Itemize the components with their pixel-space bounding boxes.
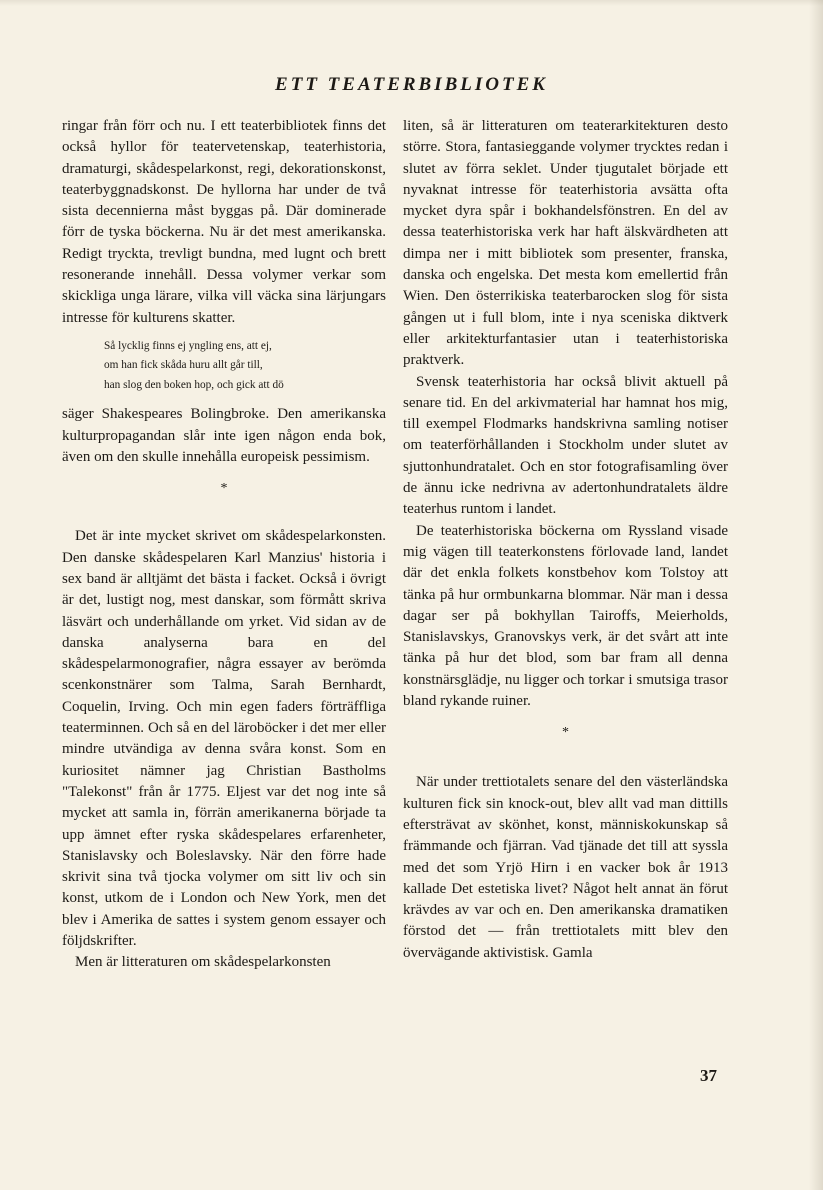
right-column [403, 116, 728, 964]
left-paragraph-2: säger Shakespeares Bolingbroke. Den amerikanska kulturpropagandan slår inte igen någon enda bok, även om den skulle innehålla europeisk pessimism. [62, 406, 386, 466]
page-number: 37 [700, 1066, 717, 1085]
left-paragraph-3: Det är inte mycket skrivet om skådespelarkonsten. Den danske skådespelaren Karl Manzius' historia i sex band är alltjämt det bästa i facket. Också i övrigt är det, lustigt nog, mest danskar, som förmått skriva läsvärt och underhållande om yrket. Vid sidan av de danska analyserna bara en del skådespelarmonografier, några essayer av berömda scenkonstnärer som Talma, Sarah Bernhardt, Coquelin, Irving. Och min egen faders förträffliga teaterminnen. Och så en del läroböcker i det mer eller mindre utvändiga av denna svåra konst. Som en kuriositet nämner jag Christian Bastholms "Talekonst" från år 1775. Eljest var det nog inte så mycket att samla in, förrän amerikanerna började ta upp ämnet efter ryska skådespelares erfarenheter, Stanislavsky och Boleslavsky. När den förre hade skrivit sina två tjocka volymer om sitt liv och sin konst, utkom de i London och New York, men det blev i Amerika de sattes i system genom essayer och följdskrifter. [62, 528, 386, 949]
right-paragraph-3: De teaterhistoriska böckerna om Ryssland visade mig vägen till teaterkonstens förlovade land, landet där det enkla folkets konstbehov kom Tolstoy att tänka på hur ormbunkarna blommar. När man i dessa dagar ser på bokhyllan Tairoffs, Meierholds, Stanislavskys, Granovskys verk, är det svårt att inte tänka på hur det blod, som bar fram all denna konstnärsglädje, nu ligger och torkar i smutsiga trasor bland rykande ruiner. [403, 522, 728, 710]
shakespeare-quote [104, 337, 386, 396]
running-header: ETT TEATERBIBLIOTEK [275, 74, 548, 95]
right-paragraph-1: liten, så är litteraturen om teaterarkitekturen desto större. Stora, fantasieggande volymer trycktes redan i slutet av förra seklet. Under tjugutalet började ett nyvaknat intresse för teaterhistoria avsätta ofta mycket dyra spår i bokhandelsfönstren. En del av dessa teaterhistoriska verk har haft älskvärdheten att dimpa ner i mitt bibliotek som presenter, franska, danska och engelska. Det mesta kom emellertid från Wien. Den österrikiska teaterbarocken slog för sista gången ut i full blom, inte i nya sceniska diktverk eller arkitekturfantasier utan i teaterhistoriska praktverk. [403, 118, 728, 369]
left-paragraph-4: Men är litteraturen om skådespelarkonsten [75, 954, 331, 971]
left-column [62, 116, 386, 974]
quote-line-1: Så lycklig finns ej yngling ens, att ej, [104, 339, 272, 352]
right-paragraph-2: Svensk teaterhistoria har också blivit aktuell på senare tid. En del arkivmaterial har hamnat hos mig, till exempel Flodmarks handskrivna samling notiser om teaterförhållanden i Stockholm under slutet av sjuttonhundratalet. Och en stor fotografisamling över de ännu icke nedrivna av adertonhundratalets äldre teaterhus runtom i landet. [403, 373, 728, 518]
page-top-shadow [0, 0, 823, 6]
right-paragraph-4: När under trettiotalets senare del den västerländska kulturen fick sin knock-out, blev allt vad man dittills eftersträvat av skönhet, konst, människokunskap så främmande och fjärran. Vad tjänade det till att syssla med det som Yrjö Hirn i en vacker bok år 1913 kallade Det estetiska livet? Något helt annat än förut krävdes av var och en. Den amerikanska dramatiken förstod det — från trettiotalets mitt blev den övervägande aktivistisk. Gamla [403, 774, 728, 961]
section-separator-left: * [220, 481, 228, 497]
section-separator-right: * [562, 725, 569, 741]
left-paragraph-1: ringar från förr och nu. I ett teaterbibliotek finns det också hyllor för teatervetenskap, teaterhistoria, dramaturgi, skådespelarkonst, regi, dekorationskonst, teaterbyggnadskonst. De hyllorna har under de två sista decennierna måst byggas på. Där dominerade förr de tyska böckerna. Nu är det mest amerikanska. Redigt tryckta, trevligt bundna, med lugnt och brett resonerande innehåll. Dessa volymer verkar som skickliga unga lärare, vilka vill väcka sina lärjungars intresse för kulturens skatter. [62, 118, 386, 326]
quote-line-2: om han fick skåda huru allt går till, [104, 359, 263, 372]
page-edge-shadow [809, 0, 823, 1190]
quote-line-3: han slog den boken hop, och gick att dö [104, 378, 284, 391]
